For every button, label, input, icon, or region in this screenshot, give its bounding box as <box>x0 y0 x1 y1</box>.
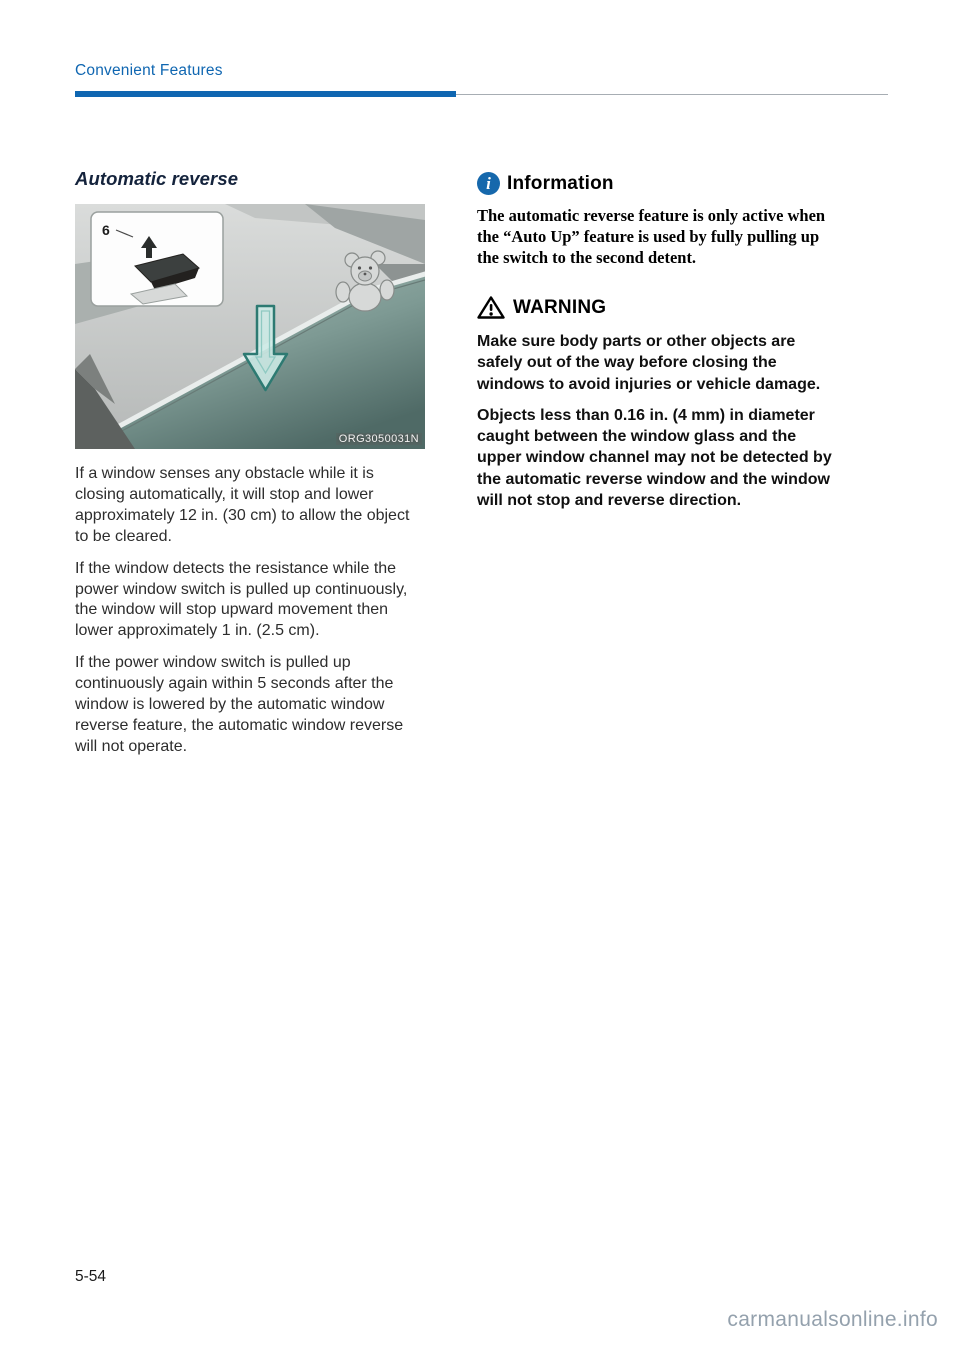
header-accent-bar <box>75 91 456 97</box>
watermark: carmanualsonline.info <box>727 1308 938 1331</box>
page-number: 5-54 <box>75 1268 107 1285</box>
bear-nose <box>364 273 367 276</box>
bear-eye-left <box>358 266 361 269</box>
header-rule <box>75 89 888 96</box>
information-body: The automatic reverse feature is only active when the “Auto Up” feature is used by fully pulling up the switch to the second detent. <box>477 206 826 267</box>
bear-muzzle <box>359 271 372 281</box>
bear-eye-right <box>369 266 372 269</box>
window-illustration <box>75 204 425 449</box>
information-title: Information <box>507 172 614 194</box>
paragraph: If the power window switch is pulled up continuously again within 5 seconds after the window is lowered by the automatic window reverse feature, the automatic window reverse will not operate. <box>75 654 404 755</box>
chapter-title: Convenient Features <box>75 62 223 79</box>
warning-paragraph: Make sure body parts or other objects are safely out of the way before closing the windows to avoid injuries or vehicle damage. <box>477 333 821 393</box>
page-header <box>75 62 888 96</box>
section-title: Automatic reverse <box>75 168 239 189</box>
figure-caption: ORG3050031N <box>336 433 422 445</box>
warning-paragraph: Objects less than 0.16 in. (4 mm) in diameter caught between the window glass and the upper window channel may not be detected by the automatic reverse window and the window will not stop and reverse direction. <box>477 406 832 510</box>
warning-icon <box>477 295 505 320</box>
paragraph: If the window detects the resistance while the power window switch is pulled up continuously, the window will stop upward movement then lower approximately 1 in. (2.5 cm). <box>75 559 408 640</box>
warning-header <box>477 295 833 320</box>
window-illustration-graphic <box>75 204 425 449</box>
right-column <box>477 170 833 521</box>
switch-inset <box>91 212 223 306</box>
left-column <box>75 168 427 769</box>
warning-title: WARNING <box>513 296 607 318</box>
paragraph: If a window senses any obstacle while it is closing automatically, it will stop and lower approximately 12 in. (30 cm) to allow the object to be cleared. <box>75 465 410 545</box>
information-header <box>477 172 833 195</box>
inset-number-label: 6 <box>102 222 110 238</box>
information-icon: i <box>477 172 500 195</box>
